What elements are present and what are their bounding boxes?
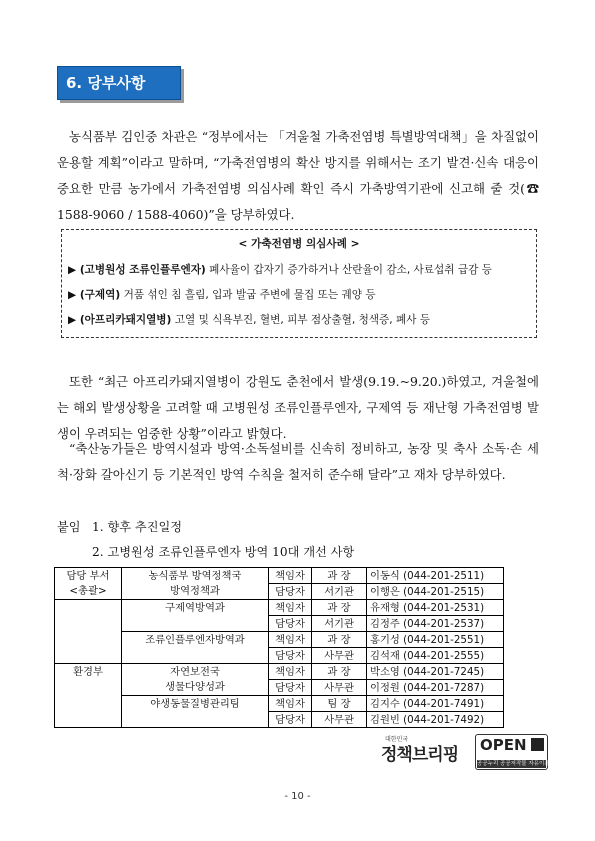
- role-cell: 책임자: [269, 632, 312, 648]
- dept-cell: 생물다양성과: [122, 680, 269, 696]
- role-cell: 책임자: [269, 696, 312, 712]
- table-row: [55, 632, 504, 648]
- attachment-prefix: 붙임: [57, 520, 81, 534]
- contact-name: 박소영: [370, 665, 400, 678]
- contact-phone: (044-201-7287): [403, 681, 485, 694]
- org-cell: [55, 600, 122, 616]
- title-cell: 과 장: [312, 632, 367, 648]
- contact-name: 홍기성: [370, 633, 400, 646]
- attachment-item-2: 2. 고병원성 조류인플루엔자 방역 10대 개선 사항: [92, 545, 355, 559]
- box-item-text: 폐사율이 갑자기 증가하거나 산란율이 감소, 사료섭취 급감 등: [205, 264, 492, 276]
- title-cell: 서기관: [312, 584, 367, 600]
- role-cell: 담당자: [269, 584, 312, 600]
- policy-briefing-logo: [381, 732, 471, 774]
- dept-cell: [122, 616, 269, 632]
- role-cell: 담당자: [269, 616, 312, 632]
- dept-cell: 조류인플루엔자방역과: [122, 632, 269, 648]
- contact-phone: (044-201-7492): [403, 713, 485, 726]
- table-row: [55, 680, 504, 696]
- contact-cell: [367, 712, 504, 728]
- box-item-avian-flu: [68, 262, 492, 277]
- contact-name: 이동식: [370, 569, 400, 582]
- contact-name: 김지수: [370, 697, 400, 710]
- contact-phone: (044-201-7491): [403, 697, 485, 710]
- contact-phone: (044-201-7245): [403, 665, 485, 678]
- contact-cell: [367, 616, 504, 632]
- org-cell: [55, 712, 122, 728]
- dept-cell: [122, 648, 269, 664]
- title-cell: 팀 장: [312, 696, 367, 712]
- contacts-table: [54, 567, 504, 728]
- contact-cell: [367, 696, 504, 712]
- box-item-label: ▶ (아프리카돼지열병): [68, 314, 172, 326]
- org-cell: 담당 부서: [55, 568, 122, 584]
- role-cell: 담당자: [269, 680, 312, 696]
- role-cell: 담당자: [269, 712, 312, 728]
- title-cell: 서기관: [312, 616, 367, 632]
- open-logo-small-text: 공공누리 공공저작물 자유이용허락: [477, 761, 561, 767]
- contact-phone: (044-201-2537): [403, 617, 485, 630]
- org-cell: [55, 696, 122, 712]
- policy-logo-text: 정책브리핑: [381, 745, 459, 765]
- contact-cell: [367, 568, 504, 584]
- suspected-cases-box: [61, 229, 537, 338]
- box-item-text: 거품 섞인 침 흘림, 입과 발굽 주변에 물집 또는 궤양 등: [120, 289, 376, 301]
- contact-phone: (044-201-2555): [403, 649, 485, 662]
- table-row: [55, 584, 504, 600]
- title-cell: 과 장: [312, 568, 367, 584]
- title-cell: 과 장: [312, 664, 367, 680]
- section-heading-text: 6. 당부사항: [66, 74, 146, 92]
- table-row: [55, 664, 504, 680]
- dept-cell: 농식품부 방역정책국: [122, 568, 269, 584]
- box-title: < 가축전염병 의심사례 >: [238, 238, 360, 250]
- contact-phone: (044-201-2511): [403, 569, 485, 582]
- page-number: - 10 -: [284, 791, 311, 802]
- dept-cell: 자연보전국: [122, 664, 269, 680]
- contact-phone: (044-201-2515): [403, 585, 485, 598]
- contact-phone: (044-201-2551): [403, 633, 485, 646]
- box-item-text: 고열 및 식욕부진, 혈변, 피부 점상출혈, 청색증, 폐사 등: [171, 314, 431, 326]
- open-logo-text: OPEN: [480, 736, 527, 754]
- contact-cell: [367, 648, 504, 664]
- title-cell: 사무관: [312, 648, 367, 664]
- title-cell: 사무관: [312, 680, 367, 696]
- role-cell: 담당자: [269, 648, 312, 664]
- contact-name: 김정주: [370, 617, 400, 630]
- contact-cell: [367, 600, 504, 616]
- contact-cell: [367, 680, 504, 696]
- section-heading: [57, 66, 181, 100]
- table-row: [55, 616, 504, 632]
- paragraph-vice-minister: 농식품부 김인중 차관은 “정부에서는 「겨울철 가축전염병 특별방역대책」을 차질없이 운용할 계획”이라고 말하며, “가축전염병의 확산 방지를 위해서는 조기 발견·신속 대응이 중요한 만큼 농가에서 가축전염병 의심사례 확인 즉시 가축방역기관에 신고해 줄 것(☎ 1588-9060 / 1588-4060)”을 당부하였다.: [57, 129, 539, 222]
- policy-logo-small-text: 대한민국: [385, 736, 409, 743]
- dept-cell: 구제역방역과: [122, 600, 269, 616]
- org-cell: [55, 616, 122, 632]
- contact-phone: (044-201-2531): [403, 601, 485, 614]
- contact-name: 이행은: [370, 585, 400, 598]
- table-row: [55, 712, 504, 728]
- paragraph-request: “축산농가들은 방역시설과 방역·소독설비를 신속히 정비하고, 농장 및 축사 소독·손 세척·장화 갈아신기 등 기본적인 방역 수칙을 철저히 준수해 달라”고 재차 당부하였다.: [57, 441, 539, 482]
- paragraph-situation: 또한 “최근 아프리카돼지열병이 강원도 춘천에서 발생(9.19.~9.20.)하였고, 겨울철에는 해외 발생상황을 고려할 때 고병원성 조류인플루엔자, 구제역 등 재난형 가축전염병 발생이 우려되는 엄중한 상황”이라고 밝혔다.: [57, 374, 539, 441]
- table-row: [55, 648, 504, 664]
- title-cell: 사무관: [312, 712, 367, 728]
- contact-name: 이정원: [370, 681, 400, 694]
- box-item-label: ▶ (고병원성 조류인플루엔자): [68, 264, 206, 276]
- contact-cell: [367, 584, 504, 600]
- org-cell: [55, 632, 122, 648]
- contact-cell: [367, 632, 504, 648]
- org-cell: 환경부: [55, 664, 122, 680]
- contact-cell: [367, 664, 504, 680]
- license-badge-icon: [531, 738, 544, 751]
- contact-name: 김원빈: [370, 713, 400, 726]
- attachment-item-1: 1. 향후 추진일정: [92, 520, 183, 534]
- role-cell: 책임자: [269, 600, 312, 616]
- role-cell: 책임자: [269, 568, 312, 584]
- dept-cell: 방역정책과: [122, 584, 269, 600]
- dept-cell: 야생동물질병관리팀: [122, 696, 269, 712]
- contact-name: 김석재: [370, 649, 400, 662]
- box-item-label: ▶ (구제역): [68, 289, 121, 301]
- box-item-asf: [68, 312, 430, 327]
- contact-name: 유재형: [370, 601, 400, 614]
- dept-cell: [122, 712, 269, 728]
- role-cell: 책임자: [269, 664, 312, 680]
- org-cell: [55, 680, 122, 696]
- table-row: [55, 696, 504, 712]
- table-row: [55, 600, 504, 616]
- org-cell: <총괄>: [55, 584, 122, 600]
- open-license-logo: [475, 734, 561, 770]
- org-cell: [55, 648, 122, 664]
- table-row: [55, 568, 504, 584]
- box-item-fmd: [68, 287, 376, 302]
- title-cell: 과 장: [312, 600, 367, 616]
